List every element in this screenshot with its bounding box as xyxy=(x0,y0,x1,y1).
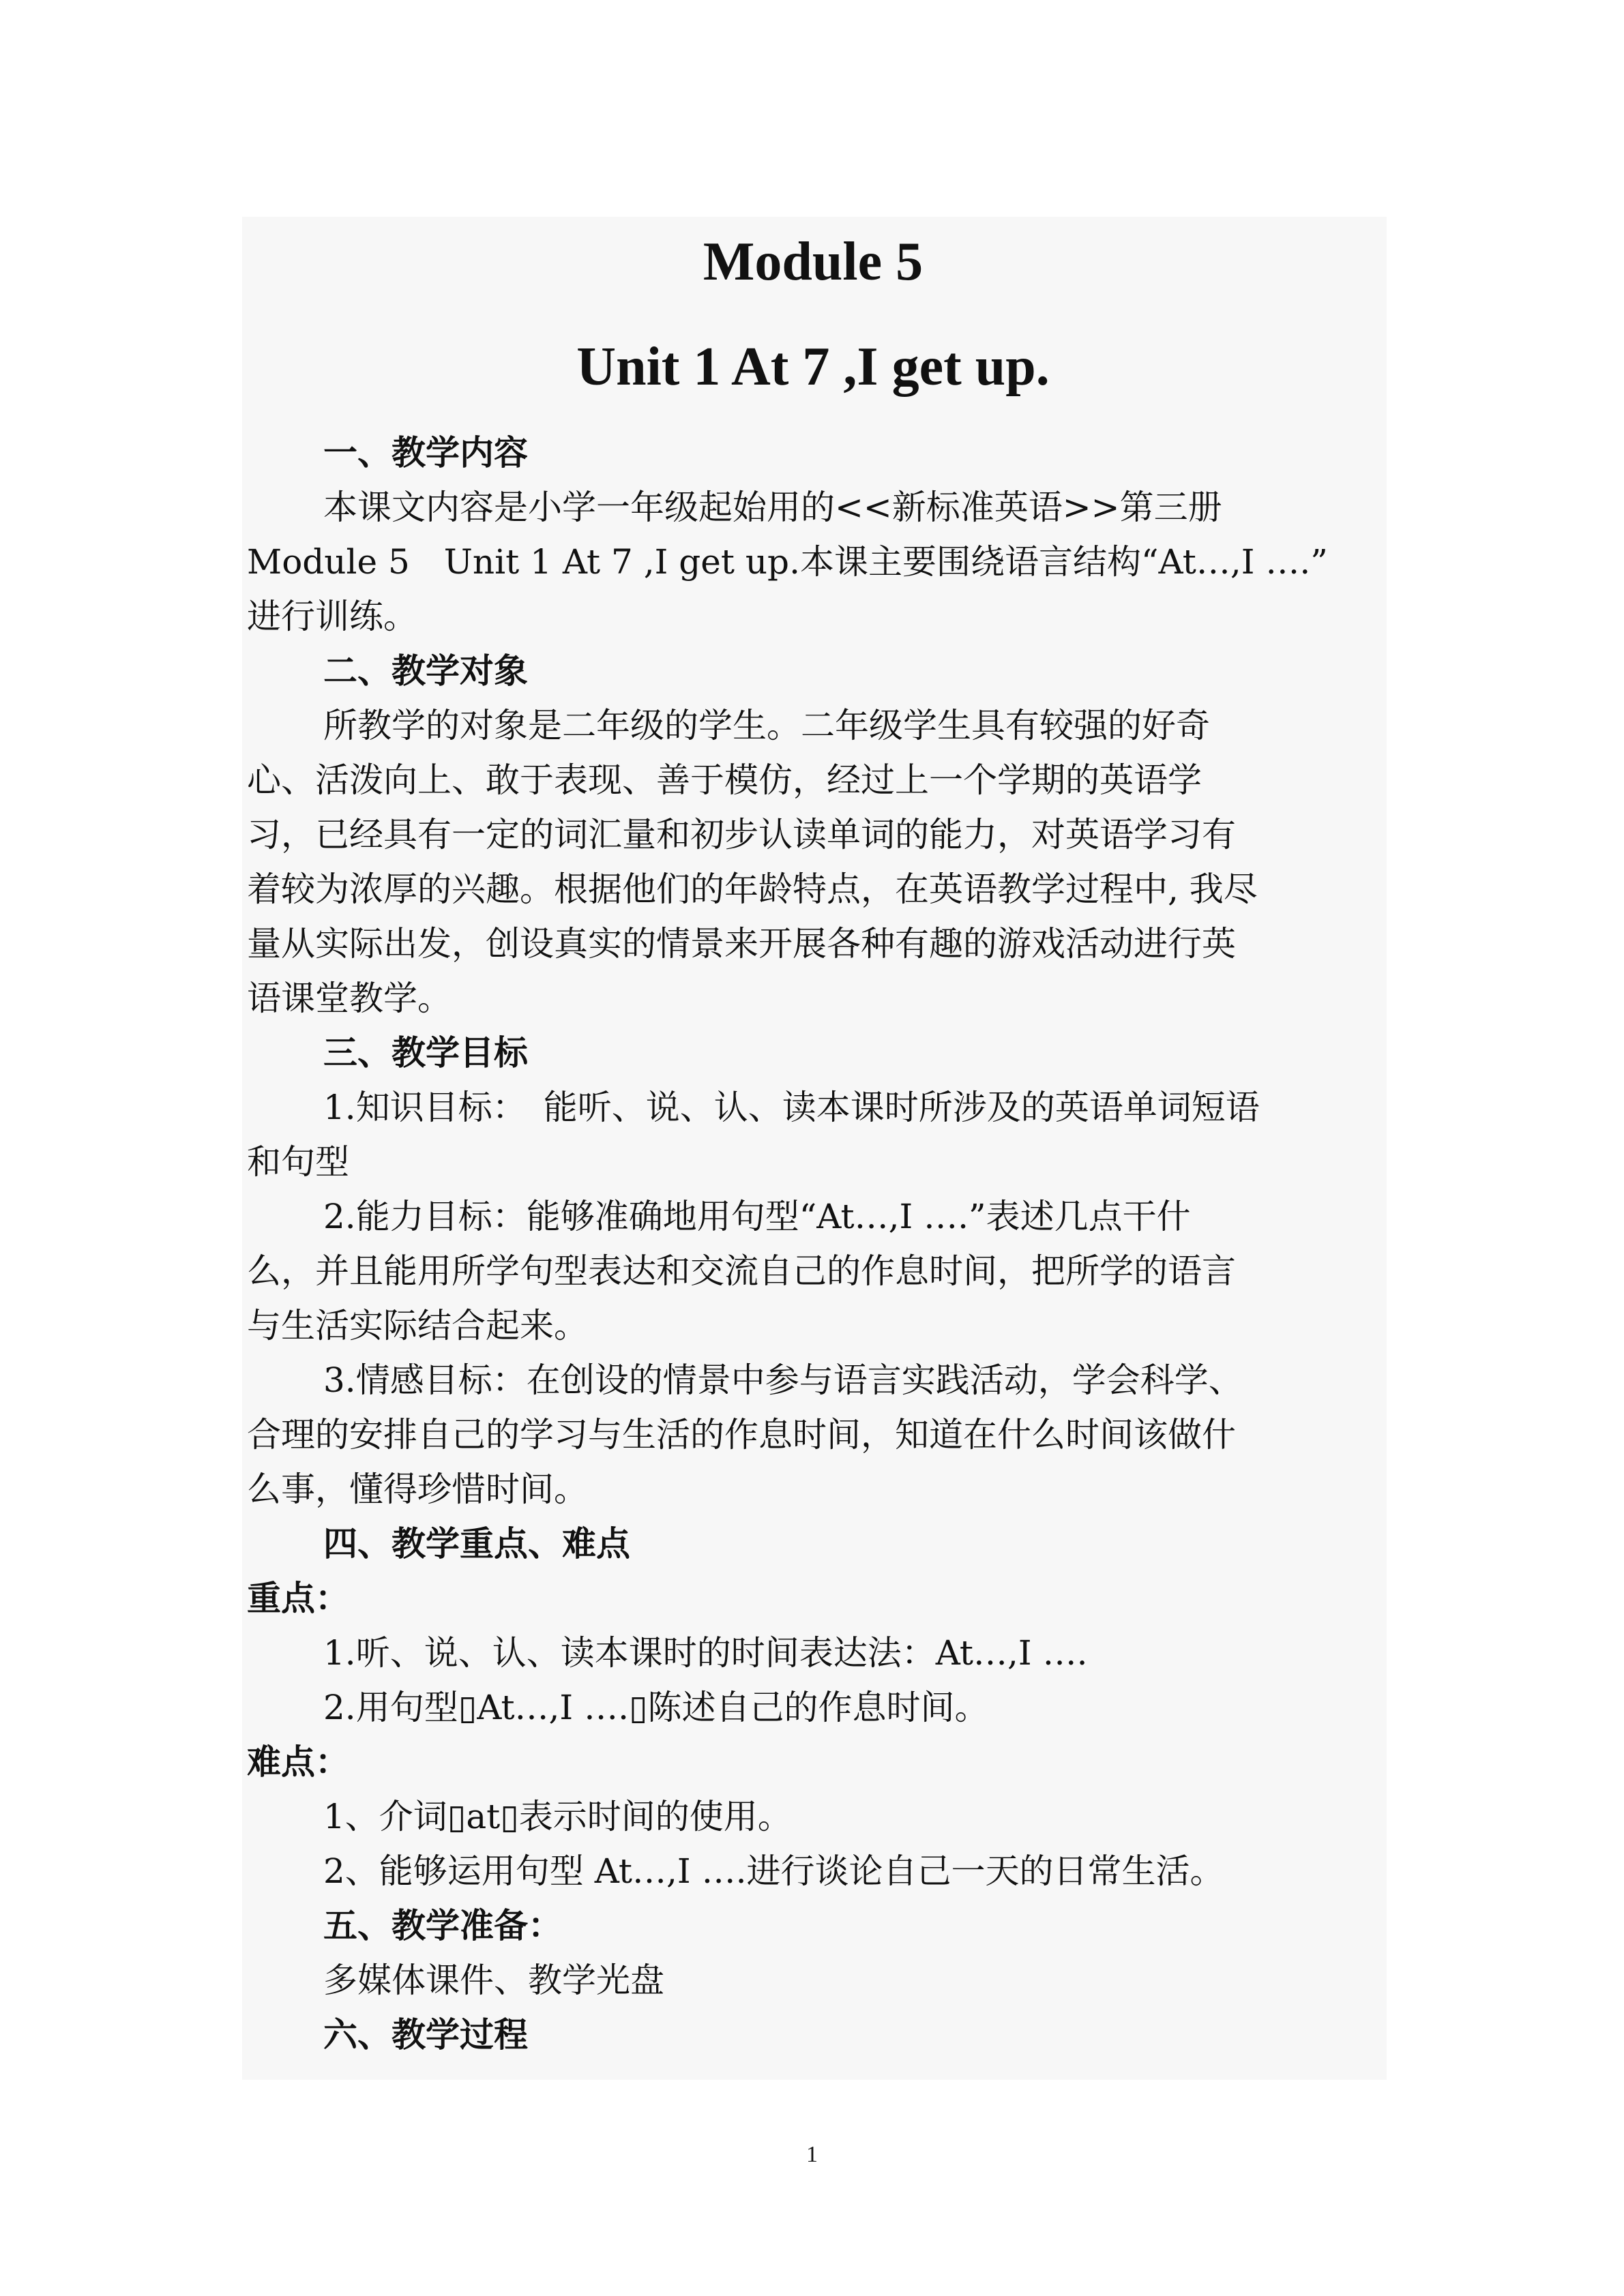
list-item: 1.听、说、认、读本课时的时间表达法：At…,I …. xyxy=(323,1633,1088,1673)
difficulties-label: 难点： xyxy=(247,1742,349,1782)
document-subtitle: Unit 1 At 7 ,I get up. xyxy=(576,337,1050,397)
paragraph-line: 么事，懂得珍惜时间。 xyxy=(247,1470,588,1509)
section-heading-preparation: 五、教学准备： xyxy=(323,1905,562,1945)
paragraph-line: 着较为浓厚的兴趣。根据他们的年龄特点，在英语教学过程中, 我尽 xyxy=(247,869,1258,909)
paragraph-line: 进行训练。 xyxy=(247,597,417,636)
paragraph-line: 所教学的对象是二年级的学生。二年级学生具有较强的好奇 xyxy=(323,706,1210,745)
paragraph-line: 量从实际出发，创设真实的情景来开展各种有趣的游戏活动进行英 xyxy=(247,924,1236,964)
paragraph-line: 语课堂教学。 xyxy=(247,979,452,1018)
page-number: 1 xyxy=(806,2142,818,2167)
document-title: Module 5 xyxy=(703,232,924,292)
paragraph-line: 1.知识目标： 能听、说、认、读本课时所涉及的英语单词短语 xyxy=(323,1088,1260,1127)
paragraph-line: 本课文内容是小学一年级起始用的<<新标准英语>>第三册 xyxy=(323,488,1222,527)
paragraph-line: 心、活泼向上、敢于表现、善于模仿，经过上一个学期的英语学 xyxy=(247,760,1202,800)
section-heading-content: 一、教学内容 xyxy=(323,432,528,473)
list-item: 2、能够运用句型 At…,I ….进行谈论自己一天的日常生活。 xyxy=(323,1851,1224,1891)
paragraph-line: 和句型 xyxy=(247,1142,349,1182)
paragraph-line: 习，已经具有一定的词汇量和初步认读单词的能力，对英语学习有 xyxy=(247,815,1236,854)
paragraph-line: 3.情感目标：在创设的情景中参与语言实践活动，学会科学、 xyxy=(323,1360,1243,1400)
paragraph-line: 与生活实际结合起来。 xyxy=(247,1306,588,1345)
section-heading-key-points: 四、教学重点、难点 xyxy=(323,1523,630,1564)
list-item: 2.用句型▯At…,I ….▯陈述自己的作息时间。 xyxy=(323,1688,989,1727)
paragraph-line: Module 5 Unit 1 At 7 ,I get up.本课主要围绕语言结构“At…,I ….” xyxy=(247,542,1328,582)
section-heading-goals: 三、教学目标 xyxy=(323,1032,528,1073)
paragraph-line: 2.能力目标：能够准确地用句型“At…,I ….”表述几点干什 xyxy=(323,1197,1191,1236)
paragraph-line: 么，并且能用所学句型表达和交流自己的作息时间，把所学的语言 xyxy=(247,1251,1236,1291)
paragraph-line: 合理的安排自己的学习与生活的作息时间，知道在什么时间该做什 xyxy=(247,1415,1236,1455)
list-item: 1、介词▯at▯表示时间的使用。 xyxy=(323,1797,792,1836)
key-points-label: 重点： xyxy=(247,1578,349,1618)
paragraph-line: 多媒体课件、教学光盘 xyxy=(323,1960,664,2000)
section-heading-process: 六、教学过程 xyxy=(323,2014,528,2055)
section-heading-audience: 二、教学对象 xyxy=(323,651,528,691)
